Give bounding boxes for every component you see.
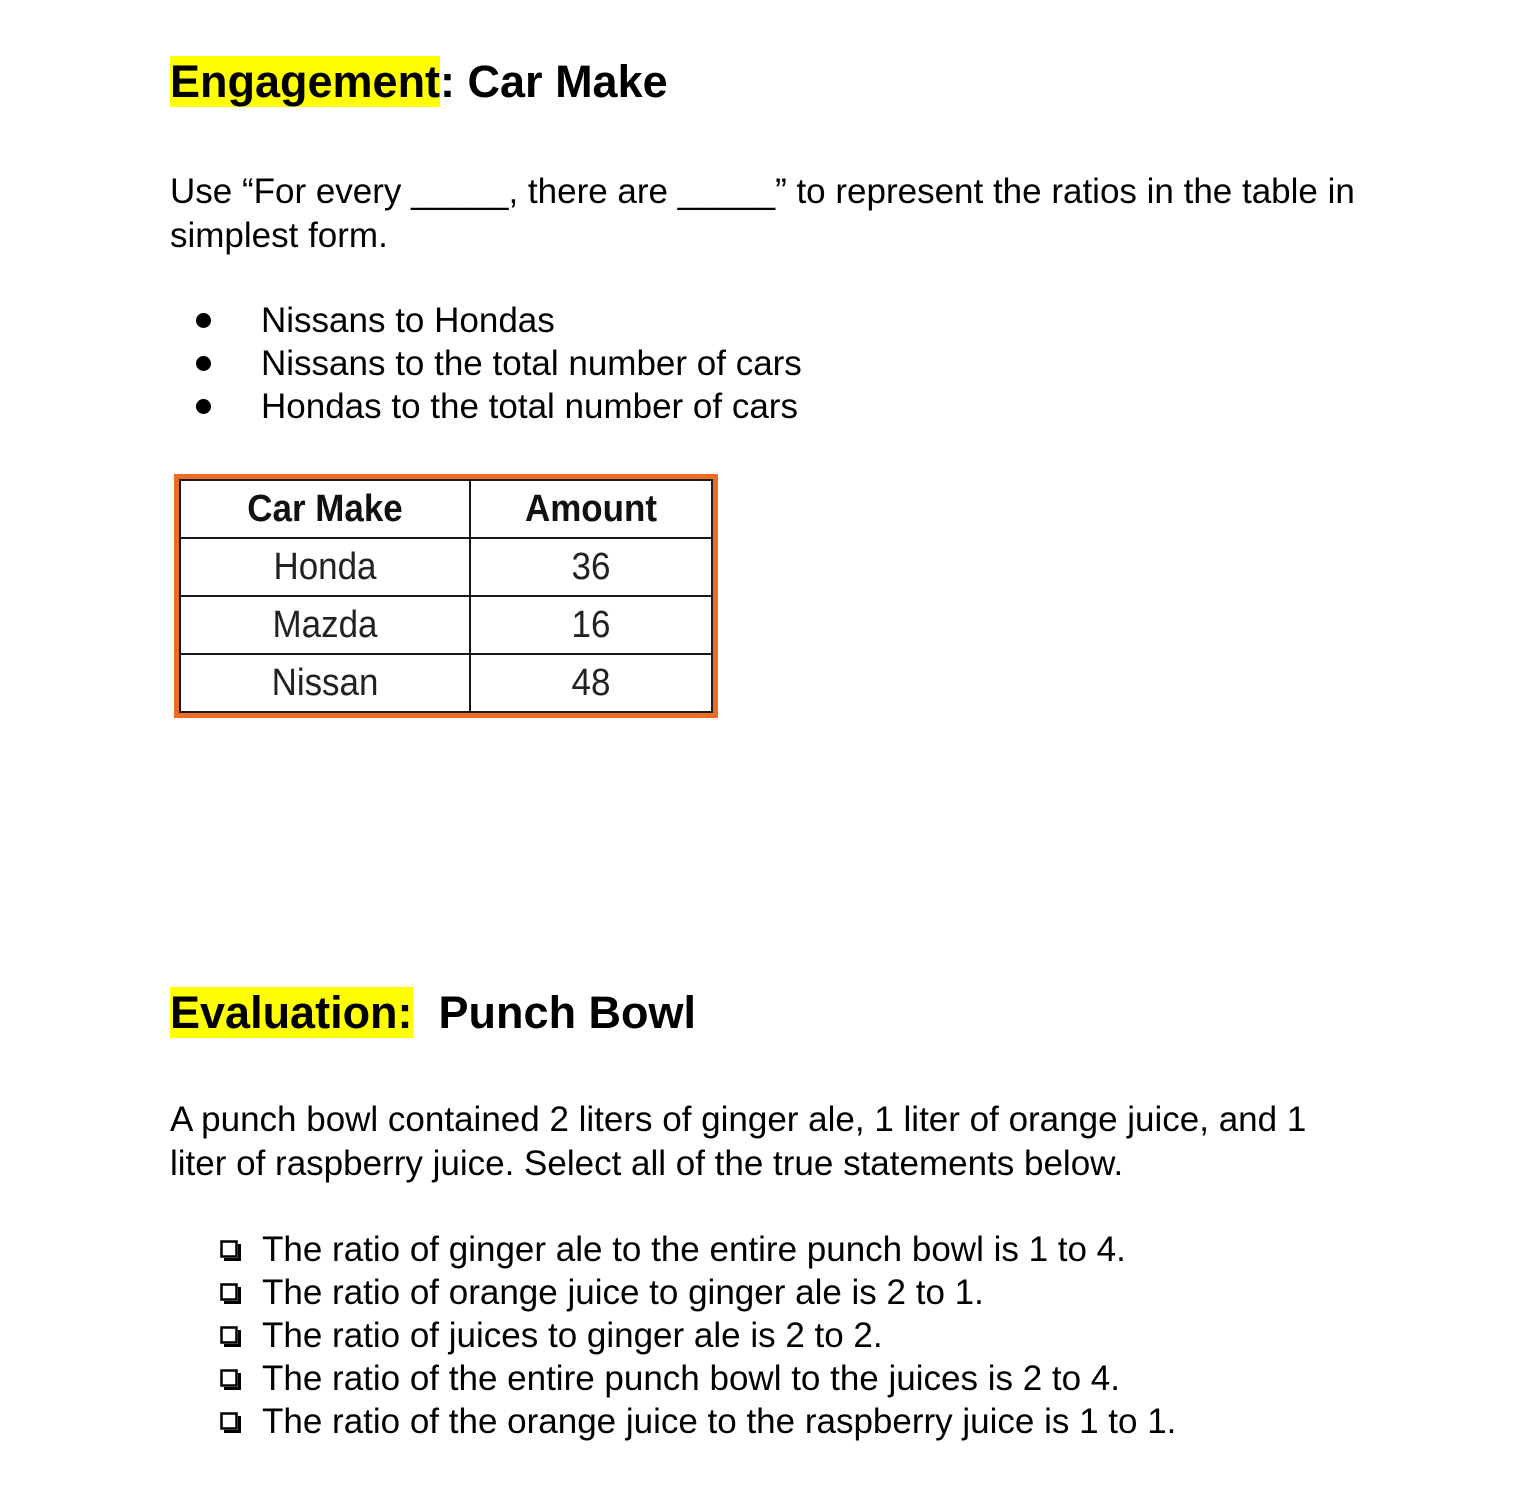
checkbox-icon[interactable] — [220, 1369, 241, 1390]
statement-item[interactable] — [216, 1400, 1176, 1443]
bullet-text: Nissans to the total number of cars — [261, 344, 802, 383]
table-cell-amount: 48 — [480, 654, 703, 712]
table-cell-amount: 36 — [480, 538, 703, 596]
car-make-table-frame — [174, 474, 718, 718]
bullet-text: Nissans to Hondas — [261, 301, 555, 340]
table-row — [180, 538, 712, 596]
bullet-icon — [196, 313, 211, 328]
table-cell-make: Nissan — [192, 654, 459, 712]
bullet-item — [170, 385, 802, 428]
checkbox-icon[interactable] — [220, 1240, 241, 1261]
evaluation-heading — [170, 986, 696, 1040]
table-cell-make: Mazda — [192, 596, 459, 654]
table-header-car-make: Car Make — [192, 480, 459, 538]
table-cell-amount: 16 — [480, 596, 703, 654]
evaluation-problem: A punch bowl contained 2 liters of ginger ale, 1 liter of orange juice, and 1 liter of raspberry juice. Select all of the true statements below. — [170, 1100, 1307, 1183]
engagement-instructions: Use “For every _____, there are _____” to represent the ratios in the table in simplest form. — [170, 172, 1355, 255]
bullet-item — [170, 342, 802, 385]
statement-text: The ratio of juices to ginger ale is 2 to 2. — [262, 1316, 883, 1355]
engagement-heading — [170, 55, 668, 109]
bullet-icon — [196, 399, 211, 414]
statement-text: The ratio of the entire punch bowl to the juices is 2 to 4. — [262, 1359, 1120, 1398]
statement-item[interactable] — [216, 1314, 1176, 1357]
bullet-icon — [196, 356, 211, 371]
engagement-label: Engagement — [170, 56, 441, 107]
evaluation-statement-list — [216, 1228, 1176, 1443]
evaluation-label: Evaluation: — [170, 987, 413, 1038]
statement-item[interactable] — [216, 1271, 1176, 1314]
statement-text: The ratio of orange juice to ginger ale is 2 to 1. — [262, 1273, 984, 1312]
table-row — [180, 654, 712, 712]
statement-text: The ratio of the orange juice to the raspberry juice is 1 to 1. — [262, 1402, 1177, 1441]
checkbox-icon[interactable] — [220, 1283, 241, 1304]
engagement-bullet-list — [170, 299, 802, 428]
table-header-row — [180, 480, 712, 538]
checkbox-icon[interactable] — [220, 1412, 241, 1433]
statement-text: The ratio of ginger ale to the entire punch bowl is 1 to 4. — [262, 1230, 1126, 1269]
table-header-amount: Amount — [480, 480, 703, 538]
bullet-item — [170, 299, 802, 342]
table-cell-make: Honda — [192, 538, 459, 596]
statement-item[interactable] — [216, 1357, 1176, 1400]
table-row — [180, 596, 712, 654]
checkbox-icon[interactable] — [220, 1326, 241, 1347]
car-make-table — [179, 479, 713, 713]
bullet-text: Hondas to the total number of cars — [261, 387, 798, 426]
evaluation-title: Punch Bowl — [438, 987, 697, 1038]
engagement-title: : Car Make — [440, 56, 668, 107]
statement-item[interactable] — [216, 1228, 1176, 1271]
